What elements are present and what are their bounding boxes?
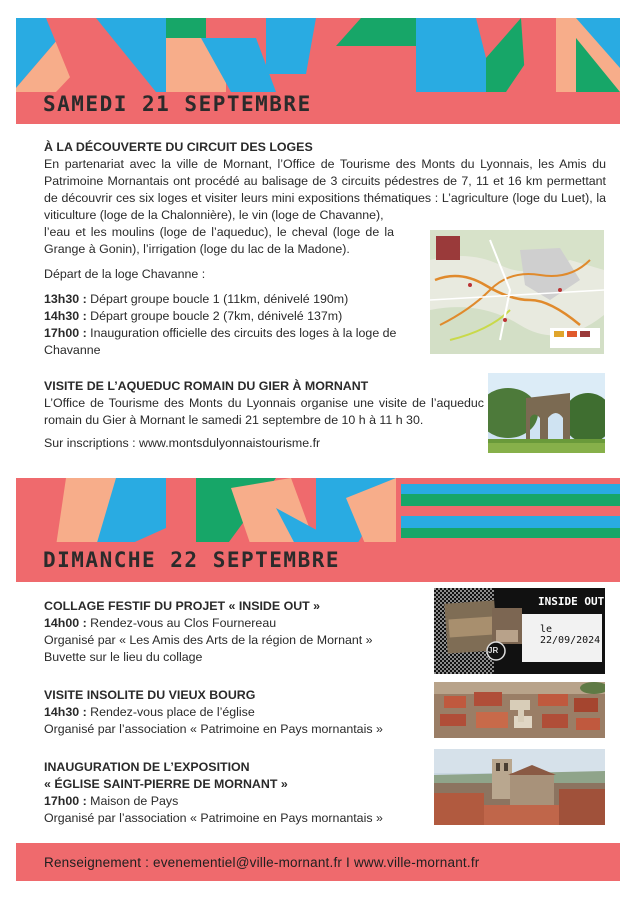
section-heading: INAUGURATION DE L’EXPOSITION	[44, 760, 250, 774]
footer-contact	[16, 843, 620, 881]
church-photo	[434, 749, 605, 825]
section-collage	[44, 598, 424, 666]
section-heading: À LA DÉCOUVERTE DU CIRCUIT DES LOGES	[44, 140, 313, 154]
circuit-map	[430, 230, 604, 354]
section-heading: VISITE DE L’AQUEDUC ROMAIN DU GIER À MORNANT	[44, 379, 369, 393]
extra-info: Buvette sur le lieu du collage	[44, 650, 203, 664]
section-subheading: « ÉGLISE SAINT-PIERRE DE MORNANT »	[44, 777, 288, 791]
section-bourg	[44, 687, 424, 738]
day-title: DIMANCHE 22 SEPTEMBRE	[43, 548, 341, 572]
poster-logo: JR	[488, 646, 499, 655]
poster-date: 22/09/2024	[540, 635, 601, 646]
event-time: 14h00 : Rendez-vous au Clos Fournereau	[44, 616, 277, 630]
section-expo	[44, 759, 444, 827]
village-aerial-photo	[434, 682, 605, 738]
schedule-row: 13h30 : Départ groupe boucle 1 (11km, dénivelé 190m)	[44, 292, 349, 306]
organizer-text: Organisé par l’association « Patrimoine en Pays mornantais »	[44, 811, 383, 825]
intro-text-continued: l’eau et les moulins (loge de l’aqueduc), le cheval (loge de la Grange à Gonin), l’irrigation (loge du lac de la Madone).	[44, 225, 394, 256]
section-loges-cont	[44, 224, 394, 325]
section-loges	[44, 139, 606, 224]
schedule-row-3: 17h00 : Inauguration officielle des circuits des loges à la loge de Chavanne	[44, 326, 397, 357]
day-title: SAMEDI 21 SEPTEMBRE	[43, 92, 312, 116]
section-heading: VISITE INSOLITE DU VIEUX BOURG	[44, 688, 256, 702]
poster-le: le	[540, 624, 553, 635]
intro-text: En partenariat avec la ville de Mornant, l’Office de Tourisme des Monts du Lyonnais, les Amis du Patrimoine Mornantais ont procédé au balisage de 3 circuits pédestres de 7, 11 et 16 km permettant de découvrir ces six loges et visiter leurs mini expositions thématiques : L’agriculture (loge du Luet), la viticulture (loge de la Chalonnière), le vin (loge de Chavanne),	[44, 157, 606, 222]
signup-link[interactable]: Sur inscriptions : www.montsdulyonnaistourisme.fr	[44, 436, 321, 450]
banner-sunday	[16, 478, 620, 582]
aqueduc-text: L’Office de Tourisme des Monts du Lyonnais organise une visite de l’aqueduc romain du Gier à Mornant le samedi 21 septembre de 10 h à 11 h 30.	[44, 396, 484, 427]
banner-saturday	[16, 18, 620, 124]
event-time: 14h30 : Rendez-vous place de l’église	[44, 705, 255, 719]
event-time: 17h00 : Maison de Pays	[44, 794, 179, 808]
section-aqueduc	[44, 378, 484, 452]
contact-text[interactable]: Renseignement : evenementiel@ville-mornant.fr I www.ville-mornant.fr	[44, 854, 480, 870]
poster-title: INSIDE OUT	[538, 595, 605, 608]
schedule-row: 14h30 : Départ groupe boucle 2 (7km, dénivelé 137m)	[44, 309, 343, 323]
departure-label: Départ de la loge Chavanne :	[44, 267, 206, 281]
inside-out-poster	[434, 588, 605, 674]
organizer-text: Organisé par l’association « Patrimoine en Pays mornantais »	[44, 722, 383, 736]
aqueduct-photo	[488, 373, 605, 453]
section-heading: COLLAGE FESTIF DU PROJET « INSIDE OUT »	[44, 599, 321, 613]
organizer-text: Organisé par « Les Amis des Arts de la région de Mornant »	[44, 633, 373, 647]
